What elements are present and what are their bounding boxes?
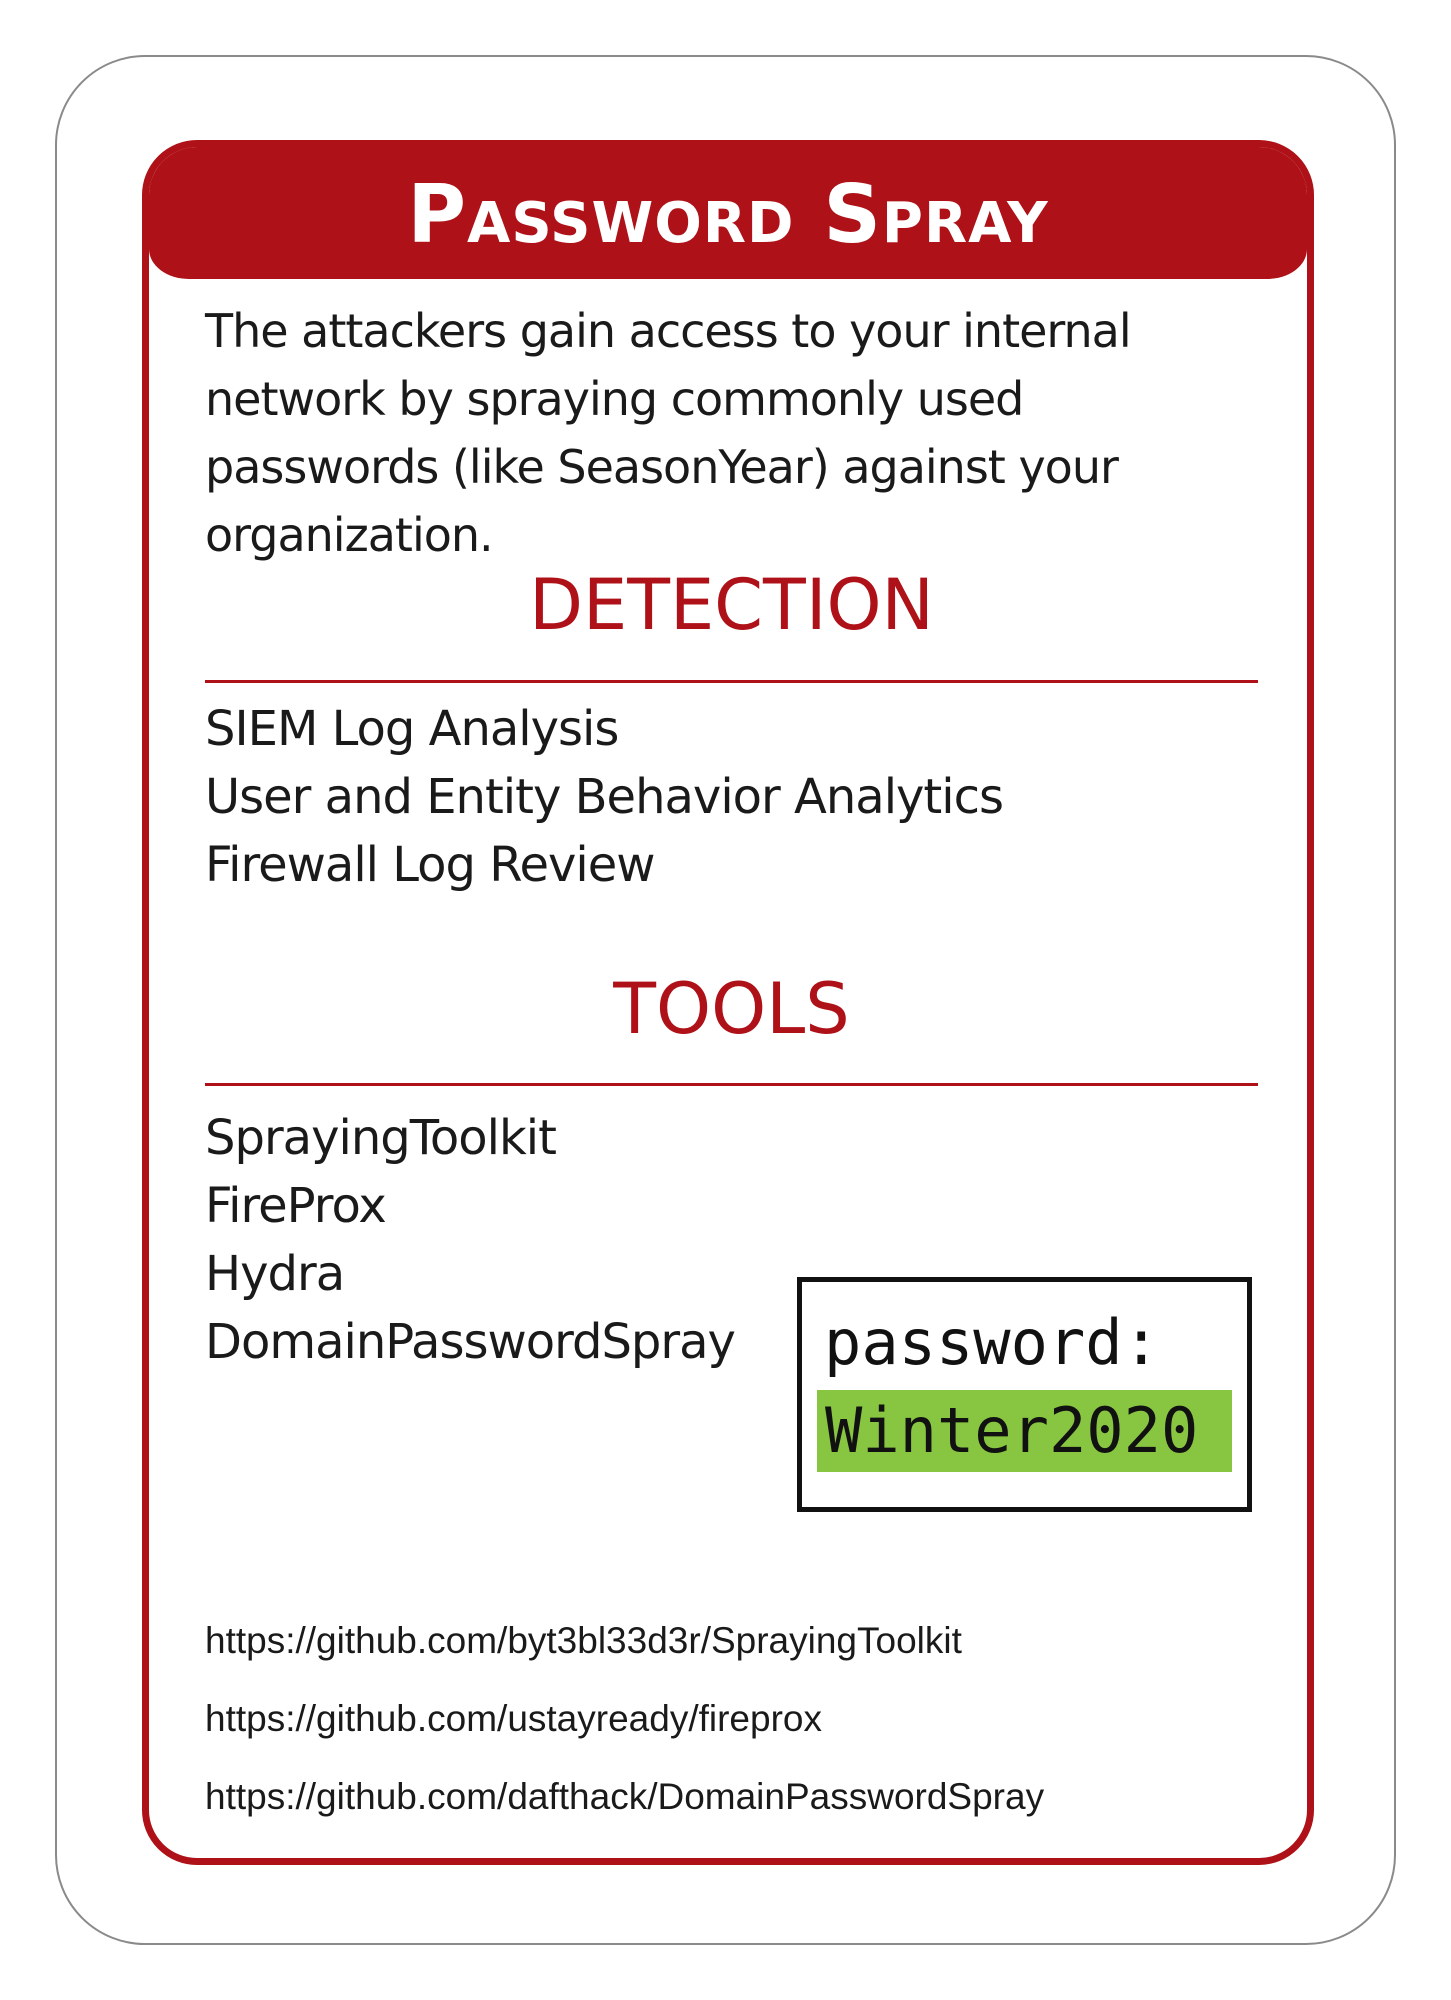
tools-list — [205, 1104, 735, 1376]
detection-item: SIEM Log Analysis — [205, 701, 619, 757]
detection-list — [205, 695, 1003, 899]
reference-link[interactable]: https://github.com/byt3bl33d3r/SprayingToolkit — [205, 1620, 962, 1661]
reference-link[interactable]: https://github.com/ustayready/fireprox — [205, 1698, 822, 1739]
tool-item: Hydra — [205, 1246, 345, 1302]
reference-link[interactable]: https://github.com/dafthack/DomainPasswordSpray — [205, 1776, 1045, 1817]
password-label: password: — [824, 1306, 1160, 1379]
tools-divider — [205, 1083, 1258, 1086]
tool-item: DomainPasswordSpray — [205, 1314, 735, 1370]
password-value: Winter2020 — [817, 1390, 1232, 1472]
card-frame — [142, 140, 1314, 1865]
card-title: Password Spray — [407, 168, 1049, 261]
detection-item: Firewall Log Review — [205, 837, 655, 893]
title-bar — [149, 147, 1307, 279]
detection-divider — [205, 680, 1258, 683]
card-description: The attackers gain access to your internal network by spraying commonly used passwords (like SeasonYear) against your organization. — [205, 304, 1131, 562]
tools-heading: TOOLS — [613, 968, 850, 1050]
tool-item: FireProx — [205, 1178, 386, 1234]
password-illustration — [797, 1277, 1252, 1512]
detection-item: User and Entity Behavior Analytics — [205, 769, 1003, 825]
detection-heading: DETECTION — [529, 564, 934, 646]
tool-item: SprayingToolkit — [205, 1110, 556, 1166]
reference-links — [205, 1602, 1044, 1836]
